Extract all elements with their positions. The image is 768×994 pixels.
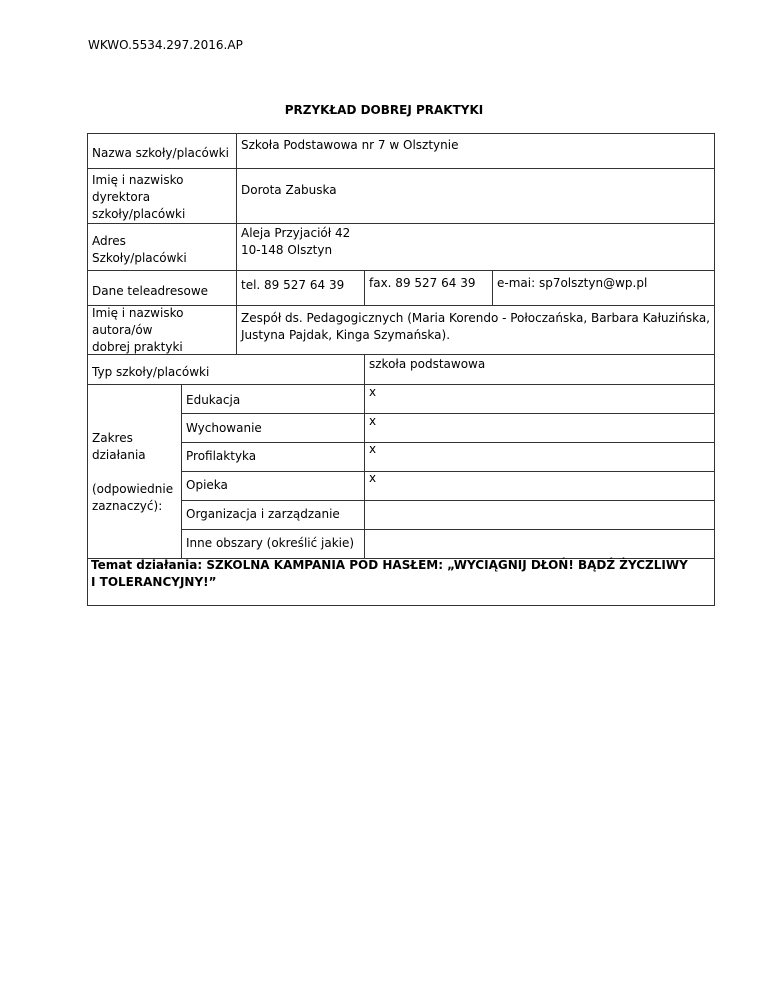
address-label-1: Adres — [92, 234, 126, 248]
author-value-2: Justyna Pajdak, Kinga Szymańska). — [241, 328, 451, 342]
fax-value: fax. 89 527 64 39 — [369, 276, 476, 290]
scope-row-mark-cell — [364, 413, 715, 443]
address-label-2: Szkoły/placówki — [92, 251, 187, 265]
author-label-2: autora/ów — [92, 323, 153, 337]
email-value: e-mai: sp7olsztyn@wp.pl — [497, 276, 648, 290]
scope-row-mark: x — [369, 385, 377, 399]
scope-label-1: Zakres — [92, 431, 133, 445]
scope-row-mark: x — [369, 471, 377, 485]
scope-row-mark-cell — [364, 500, 715, 530]
author-value-1: Zespół ds. Pedagogicznych (Maria Korendo - Połoczańska, Barbara Kałuzińska, — [241, 311, 710, 325]
scope-row-label: Edukacja — [186, 393, 241, 407]
scope-row-mark-cell — [364, 471, 715, 501]
scope-row-label: Inne obszary (określić jakie) — [186, 536, 355, 550]
contact-label: Dane teleadresowe — [92, 284, 209, 298]
topic-line-2: I TOLERANCYJNY!” — [91, 575, 217, 589]
scope-row-label: Organizacja i zarządzanie — [186, 507, 340, 521]
scope-label-2: działania — [92, 448, 146, 462]
scope-row-mark: x — [369, 414, 377, 428]
page-title: PRZYKŁAD DOBREJ PRAKTYKI — [284, 103, 484, 117]
address-value-2: 10-148 Olsztyn — [241, 243, 333, 257]
type-label: Typ szkoły/placówki — [92, 365, 210, 379]
author-label-1: Imię i nazwisko — [92, 306, 184, 320]
director-label-2: dyrektora — [92, 190, 151, 204]
scope-note-2: zaznaczyć): — [92, 499, 163, 513]
scope-row-mark: x — [369, 442, 377, 456]
document-code: WKWO.5534.297.2016.AP — [88, 38, 243, 52]
scope-row-mark-cell — [364, 384, 715, 414]
phone-value: tel. 89 527 64 39 — [241, 278, 345, 292]
scope-row-label: Opieka — [186, 478, 228, 492]
type-value: szkoła podstawowa — [369, 357, 486, 371]
scope-row-label: Wychowanie — [186, 421, 262, 435]
scope-note-1: (odpowiednie — [92, 482, 174, 496]
director-value: Dorota Zabuska — [241, 183, 337, 197]
name-label: Nazwa szkoły/placówki — [92, 146, 229, 160]
cell-scope-label — [87, 384, 182, 559]
scope-row-mark-cell — [364, 529, 715, 559]
address-value-1: Aleja Przyjaciół 42 — [241, 226, 351, 240]
director-label-1: Imię i nazwisko — [92, 173, 184, 187]
director-label-3: szkoły/placówki — [92, 207, 186, 221]
scope-row-mark-cell — [364, 442, 715, 472]
author-label-3: dobrej praktyki — [92, 340, 183, 354]
topic-line-1: Temat działania: SZKOLNA KAMPANIA POD HASŁEM: „WYCIĄGNIJ DŁOŃ! BĄDŹ ŻYCZLIWY — [91, 558, 688, 572]
name-value: Szkoła Podstawowa nr 7 w Olsztynie — [241, 138, 459, 152]
scope-row-label: Profilaktyka — [186, 449, 257, 463]
